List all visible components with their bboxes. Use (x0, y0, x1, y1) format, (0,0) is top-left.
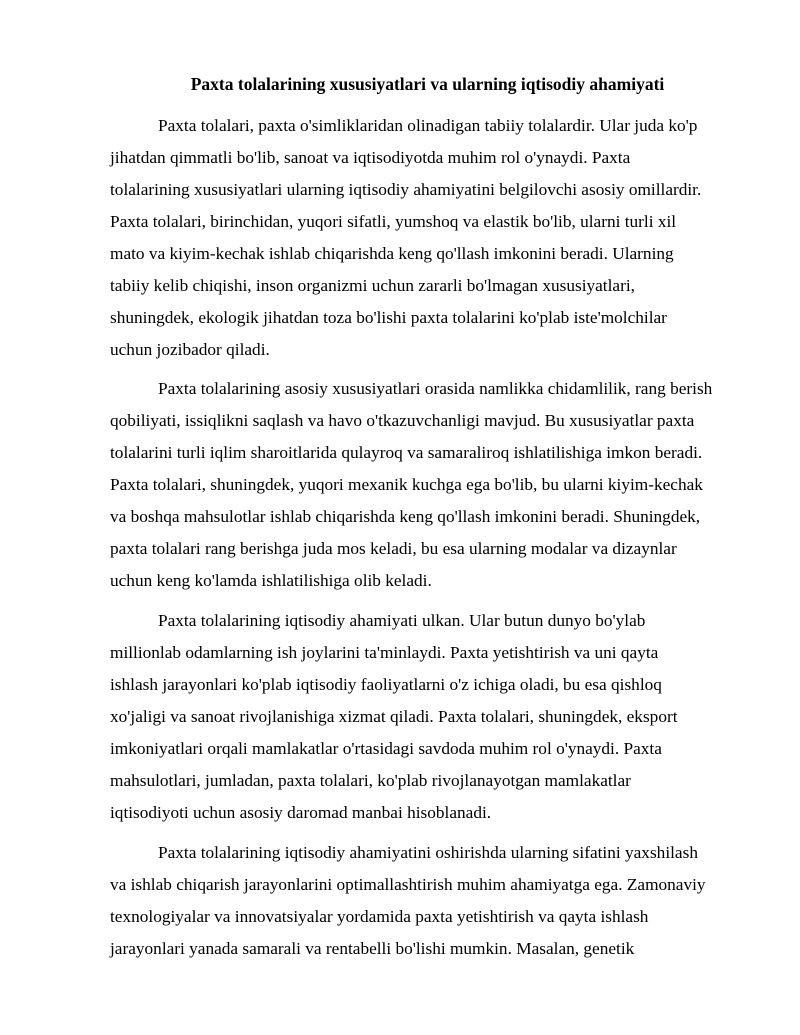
paragraph-line: mato va kiyim-kechak ishlab chiqarishda keng qo'llash imkonini beradi. Ularning (110, 244, 674, 263)
paragraph-line: uchun jozibador qiladi. (110, 340, 270, 359)
paragraph-line: xo'jaligi va sanoat rivojlanishiga xizmat qiladi. Paxta tolalari, shuningdek, eksport (110, 707, 678, 726)
paragraph-line: Paxta tolalarining iqtisodiy ahamiyatini oshirishda ularning sifatini yaxshilash (158, 843, 698, 862)
document-title: Paxta tolalarining xususiyatlari va ularning iqtisodiy ahamiyati (190, 74, 665, 94)
paragraph-line: Paxta tolalari, birinchidan, yuqori sifatli, yumshoq va elastik bo'lib, ularni turli xil (110, 212, 677, 231)
paragraph-line: va ishlab chiqarish jarayonlarini optimallashtirish muhim ahamiyatga ega. Zamonaviy (110, 875, 706, 894)
paragraph-line: texnologiyalar va innovatsiyalar yordamida paxta yetishtirish va qayta ishlash (110, 907, 649, 926)
paragraph-3 (110, 605, 750, 829)
paragraph-line: Paxta tolalarining asosiy xususiyatlari orasida namlikka chidamlilik, rang berish (158, 379, 713, 398)
paragraph-line: qobiliyati, issiqlikni saqlash va havo o'tkazuvchanligi mavjud. Bu xususiyatlar paxta (110, 411, 695, 430)
paragraph-line: tabiiy kelib chiqishi, inson organizmi uchun zararli bo'lmagan xususiyatlari, (110, 276, 635, 295)
paragraph-line: ishlash jarayonlari ko'plab iqtisodiy faoliyatlarni o'z ichiga oladi, bu esa qishloq (110, 675, 662, 694)
paragraph-1 (110, 110, 750, 366)
paragraph-2 (110, 373, 750, 597)
paragraph-line: millionlab odamlarning ish joylarini ta'minlaydi. Paxta yetishtirish va uni qayta (110, 643, 659, 662)
paragraph-line: imkoniyatlari orqali mamlakatlar o'rtasidagi savdoda muhim rol o'ynaydi. Paxta (110, 739, 662, 758)
paragraph-4 (110, 837, 750, 965)
paragraph-line: mahsulotlari, jumladan, paxta tolalari, ko'plab rivojlanayotgan mamlakatlar (110, 771, 631, 790)
paragraph-line: Paxta tolalari, shuningdek, yuqori mexanik kuchga ega bo'lib, bu ularni kiyim-kechak (110, 475, 703, 494)
paragraph-line: uchun keng ko'lamda ishlatilishiga olib keladi. (110, 571, 432, 590)
paragraph-line: va boshqa mahsulotlar ishlab chiqarishda keng qo'llash imkonini beradi. Shuningdek, (110, 507, 701, 526)
paragraph-line: iqtisodiyoti uchun asosiy daromad manbai hisoblanadi. (110, 803, 492, 822)
paragraph-line: paxta tolalari rang berishga juda mos keladi, bu esa ularning modalar va dizaynlar (110, 539, 677, 558)
paragraph-line: tolalarini turli iqlim sharoitlarida qulayroq va samaraliroq ishlatilishiga imkon beradi. (110, 443, 703, 462)
paragraph-line: Paxta tolalari, paxta o'simliklaridan olinadigan tabiiy tolalardir. Ular juda ko'p (158, 116, 698, 135)
paragraph-line: shuningdek, ekologik jihatdan toza bo'lishi paxta tolalarini ko'plab iste'molchilar (110, 308, 667, 327)
paragraph-line: tolalarining xususiyatlari ularning iqtisodiy ahamiyatini belgilovchi asosiy omillardir. (110, 180, 702, 199)
paragraph-line: Paxta tolalarining iqtisodiy ahamiyati ulkan. Ular butun dunyo bo'ylab (158, 611, 646, 630)
paragraph-line: jihatdan qimmatli bo'lib, sanoat va iqtisodiyotda muhim rol o'ynaydi. Paxta (110, 148, 631, 167)
paragraph-line: jarayonlari yanada samarali va rentabelli bo'lishi mumkin. Masalan, genetik (110, 939, 635, 958)
